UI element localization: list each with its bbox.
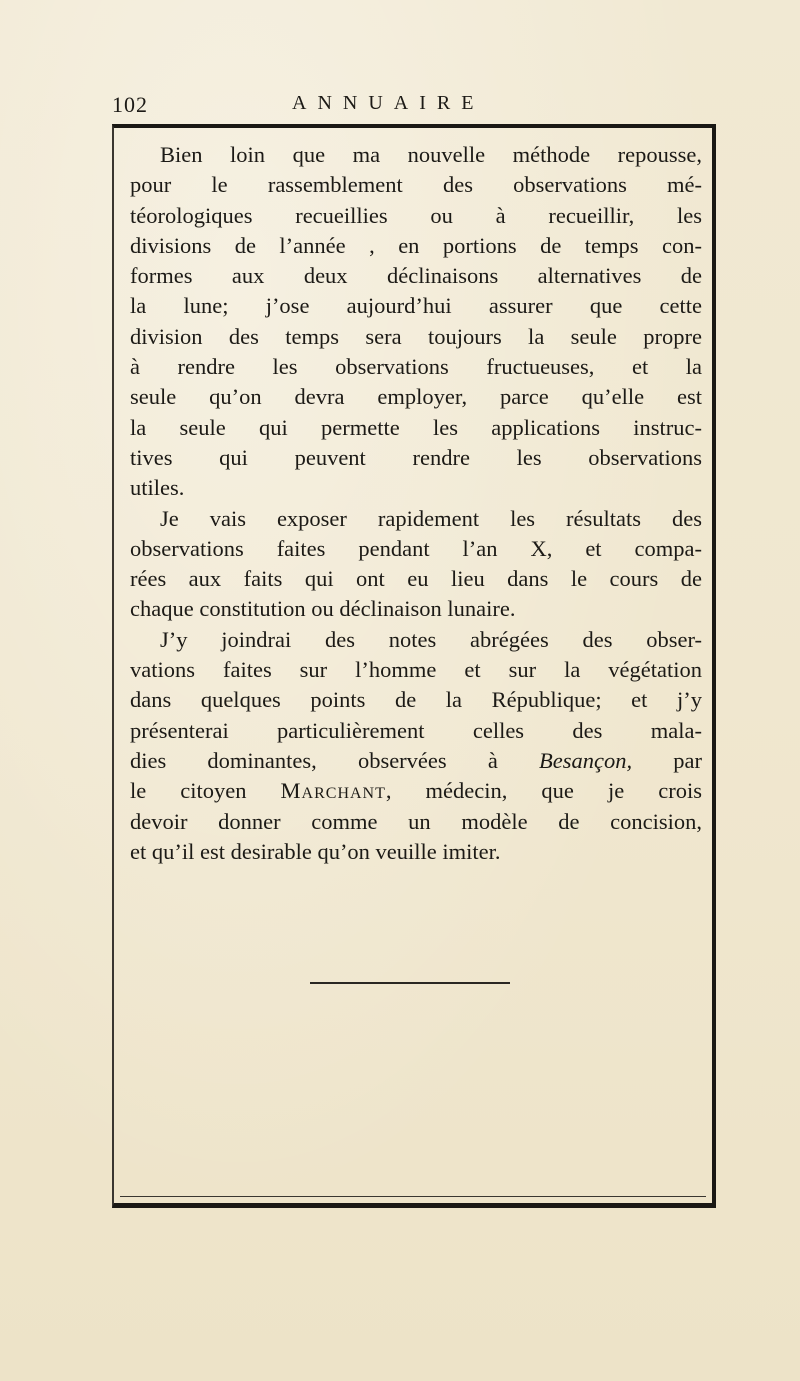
running-head: ANNUAIRE bbox=[292, 92, 485, 114]
text-line: observations faites pendant l’an X, et compa- bbox=[130, 535, 702, 561]
paragraph-1 bbox=[130, 140, 702, 504]
text-line bbox=[130, 746, 702, 776]
text-line: la seule qui permette les applications instruc- bbox=[130, 414, 702, 440]
text-line: tives qui peuvent rendre les observations bbox=[130, 444, 702, 470]
text-fragment: dies dominantes, observées à bbox=[130, 747, 539, 773]
text-line bbox=[130, 776, 702, 806]
text-line: pour le rassemblement des observations mé- bbox=[130, 172, 702, 198]
text-line: seule qu’on devra employer, parce qu’elle est bbox=[130, 384, 702, 410]
main-text bbox=[130, 140, 702, 867]
section-rule bbox=[310, 982, 510, 984]
text-fragment: , médecin, que je crois bbox=[385, 778, 702, 804]
page-header bbox=[112, 92, 712, 122]
text-line: divisions de l’année , en portions de temps con- bbox=[130, 232, 702, 258]
text-line: la lune; j’ose aujourd’hui assurer que cette bbox=[130, 293, 702, 319]
paragraph-3 bbox=[130, 625, 702, 867]
text-line: présenterai particulièrement celles des mala- bbox=[130, 717, 702, 743]
text-fragment: le citoyen bbox=[130, 778, 281, 804]
paragraph-2 bbox=[130, 504, 702, 625]
text-line: J’y joindrai des notes abrégées des obser- bbox=[160, 626, 702, 652]
text-line: téorologiques recueillies ou à recueillir, les bbox=[130, 202, 702, 228]
text-line: vations faites sur l’homme et sur la végétation bbox=[130, 657, 702, 683]
text-fragment: par bbox=[632, 747, 702, 773]
text-line: devoir donner comme un modèle de concision, bbox=[130, 808, 702, 834]
text-line: utiles. bbox=[130, 475, 185, 501]
text-line: et qu’il est desirable qu’on veuille imiter. bbox=[130, 838, 501, 864]
text-line: formes aux deux déclinaisons alternatives de bbox=[130, 263, 702, 289]
page-number: 102 bbox=[112, 92, 148, 117]
place-name: Besançon, bbox=[538, 747, 633, 773]
person-name: Marchant bbox=[280, 778, 386, 804]
text-line: chaque constitution ou déclinaison lunaire. bbox=[130, 596, 516, 622]
text-line: division des temps sera toujours la seule propre bbox=[130, 323, 702, 349]
text-line: rées aux faits qui ont eu lieu dans le cours de bbox=[130, 566, 702, 592]
text-line: Je vais exposer rapidement les résultats des bbox=[160, 505, 702, 531]
text-line: dans quelques points de la République; et j’y bbox=[130, 687, 702, 713]
text-line: à rendre les observations fructueuses, et la bbox=[130, 354, 702, 380]
text-line: Bien loin que ma nouvelle méthode repousse, bbox=[160, 142, 702, 167]
